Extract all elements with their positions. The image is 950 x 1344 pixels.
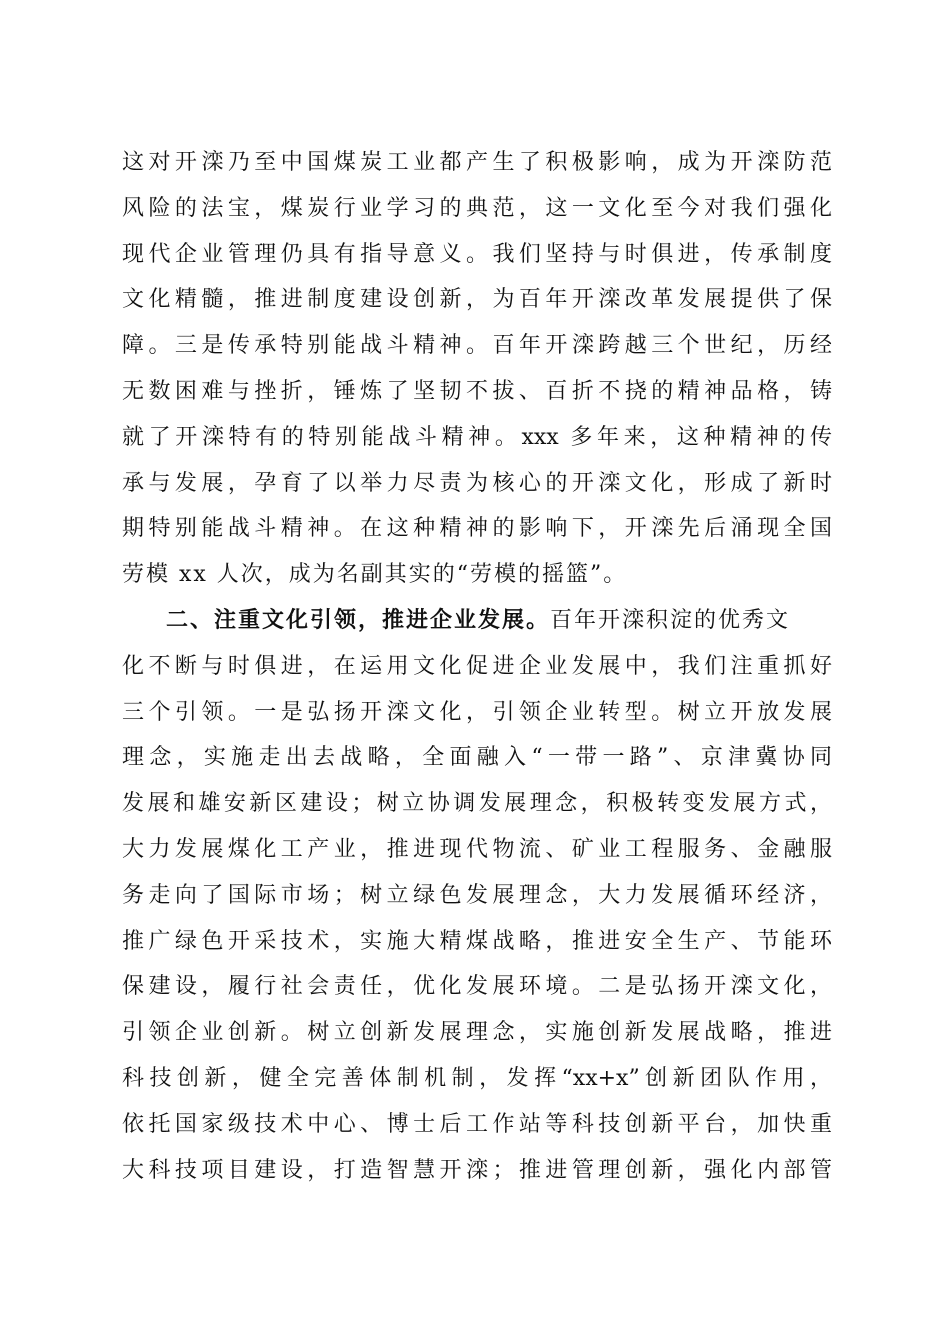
text-line: 发展和雄安新区建设；树立协调发展理念，积极转变发展方式， [122, 791, 832, 817]
text-line: 三个引领。一是弘扬开滦文化，引领企业转型。树立开放发展 [122, 699, 832, 725]
text-line: 推广绿色开采技术，实施大精煤战略，推进安全生产、节能环 [122, 928, 832, 954]
paragraph-2-first-line [122, 598, 832, 644]
text-line: 障。三是传承特别能战斗精神。百年开滦跨越三个世纪，历经 [122, 333, 832, 359]
text-line: 化不断与时俱进，在运用文化促进企业发展中，我们注重抓好 [122, 653, 832, 679]
body-text [122, 140, 832, 1193]
text-line: 劳模 xx 人次，成为名副其实的“劳模的摇篮”。 [122, 562, 628, 588]
text-line: 务走向了国际市场；树立绿色发展理念，大力发展循环经济， [122, 882, 832, 908]
text-line: 期特别能战斗精神。在这种精神的影响下，开滦先后涌现全国 [122, 516, 832, 542]
text-line: 承与发展，孕育了以举力尽责为核心的开滦文化，形成了新时 [122, 470, 832, 496]
text-line: 保建设，履行社会责任，优化发展环境。二是弘扬开滦文化， [122, 974, 832, 1000]
paragraph-1 [122, 140, 832, 598]
text-line: 引领企业创新。树立创新发展理念，实施创新发展战略，推进 [122, 1020, 832, 1046]
text-line: 大科技项目建设，打造智慧开滦；推进管理创新，强化内部管 [122, 1157, 832, 1183]
text-line: 科技创新，健全完善体制机制，发挥“xx+x”创新团队作用， [122, 1065, 832, 1091]
text-line: 依托国家级技术中心、博士后工作站等科技创新平台，加快重 [122, 1111, 832, 1137]
text-line: 就了开滦特有的特别能战斗精神。xxx 多年来，这种精神的传 [122, 424, 832, 450]
text-line: 现代企业管理仍具有指导意义。我们坚持与时俱进，传承制度 [122, 241, 832, 267]
heading-continuation: 百年开滦积淀的优秀文 [550, 607, 791, 633]
text-line: 文化精髓，推进制度建设创新，为百年开滦改革发展提供了保 [122, 287, 832, 313]
section-heading: 二、注重文化引领，推进企业发展。 [166, 606, 551, 633]
text-line: 大力发展煤化工产业，推进现代物流、矿业工程服务、金融服 [122, 836, 832, 862]
paragraph-2 [122, 598, 832, 1193]
text-line: 这对开滦乃至中国煤炭工业都产生了积极影响，成为开滦防范 [122, 150, 832, 175]
text-line: 风险的法宝，煤炭行业学习的典范，这一文化至今对我们强化 [122, 195, 832, 221]
text-line: 理念，实施走出去战略，全面融入“一带一路”、京津冀协同 [122, 745, 832, 771]
text-line: 无数困难与挫折，锤炼了坚韧不拔、百折不挠的精神品格，铸 [122, 378, 832, 404]
